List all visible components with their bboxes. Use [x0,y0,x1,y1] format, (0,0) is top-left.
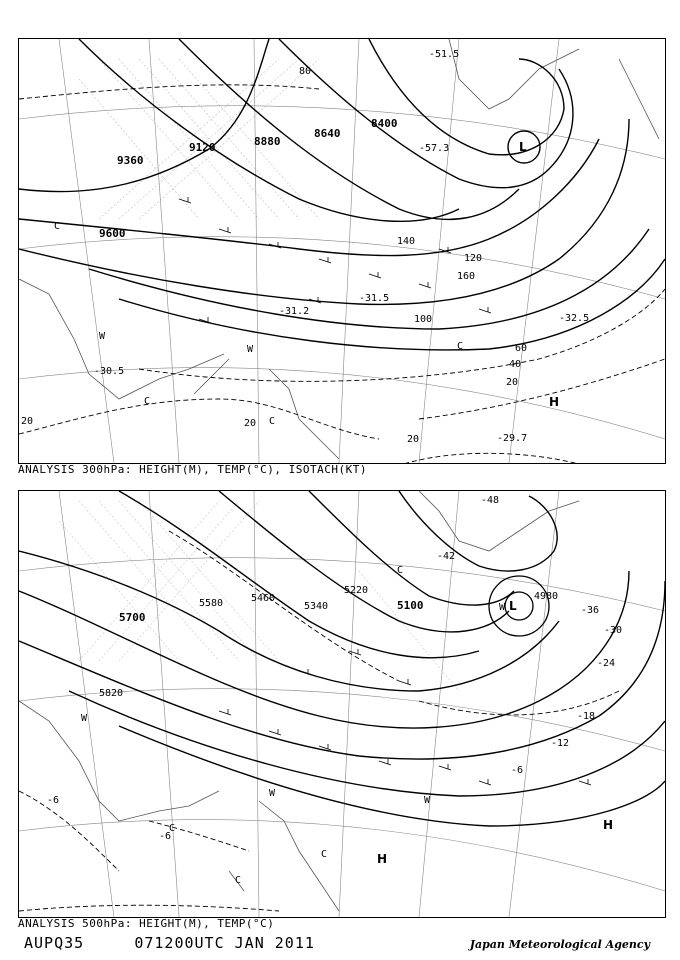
height-label-5580: 5580 [199,598,224,609]
warm-center-300b: W [247,344,254,355]
height-contours-500 [19,491,665,826]
caption-300hpa: ANALYSIS 300hPa: HEIGHT(M), TEMP(°C), ISOTACH(KT) [18,463,368,476]
chart-code [24,934,315,952]
height-label-5460: 5460 [251,593,276,604]
cold-center-300c: C [457,341,464,352]
warm-center-500d: W [424,795,431,806]
isotach-label-120: 120 [464,253,483,264]
isotach-label-80: 80 [299,66,312,77]
temp-label-2: -30.5 [94,366,125,377]
agency-name: Japan Meteorological Agency [469,938,650,951]
temp-label-7: -57.3 [419,143,450,154]
cold-center-300d: C [269,416,276,427]
height-label-5700: 5700 [119,611,146,624]
temp-contours-500 [19,531,619,911]
graticule-500 [19,491,665,917]
caption-500hpa: ANALYSIS 500hPa: HEIGHT(M), TEMP(°C) [18,917,275,930]
warm-center-500: W [499,602,506,613]
temp-label-m30: -30 [604,625,623,636]
temp-label-1: -29.7 [497,433,528,444]
temp-label-m18: -18 [577,711,596,722]
cold-center-500d: C [397,565,404,576]
low-center-300: L [519,140,527,154]
temp-label-3: -31.2 [279,306,310,317]
temp-label-m6: -6 [47,795,60,806]
isotach-label-20: 20 [21,416,34,427]
height-label-9600: 9600 [99,227,126,240]
warm-center-500c: W [269,788,276,799]
map-300hpa [18,38,666,464]
temp-label-m12: -12 [551,738,570,749]
cold-center-300b: C [144,396,151,407]
map-300hpa-canvas [19,39,665,463]
warm-center-300: W [99,331,106,342]
isotach-label-160: 160 [457,271,476,282]
map-500hpa [18,490,666,918]
high-center-300: H [549,395,560,409]
cold-center-500: C [169,823,176,834]
height-label-5820: 5820 [99,688,124,699]
isotach-label-140: 140 [397,236,416,247]
temp-label-6: -51.5 [429,49,460,60]
cold-center-500b: C [321,849,328,860]
map-500hpa-canvas [19,491,665,917]
height-label-5100: 5100 [397,599,424,612]
isotach-label-20c: 20 [407,434,420,445]
height-label-9360: 9360 [117,154,144,167]
height-label-8880: 8880 [254,135,281,148]
low-center-500: L [509,599,517,613]
temp-label-m36: -36 [581,605,600,616]
chart-time: 071200UTC JAN 2011 [134,934,315,952]
cold-center-500c: C [235,875,242,886]
high-center-500: H [603,818,614,832]
temp-label-4: -31.5 [359,293,390,304]
height-label-9120: 9120 [189,141,216,154]
height-label-5340: 5340 [304,601,329,612]
isotach-label-20d: 20 [506,377,519,388]
temp-label-m6c: -6 [511,765,524,776]
height-label-5220: 5220 [344,585,369,596]
isotach-label-40: 40 [509,359,522,370]
low-rings-500 [489,576,549,636]
temp-label-5: -32.5 [559,313,590,324]
warm-center-500b: W [81,713,88,724]
chart-id: AUPQ35 [24,934,85,952]
temp-label-m6b: -6 [159,831,172,842]
temp-label-m42: -42 [437,551,456,562]
isotach-label-100: 100 [414,314,433,325]
height-label-8400: 8400 [371,117,398,130]
temp-label-m24: -24 [597,658,616,669]
cold-center-300: C [54,221,61,232]
wind-barbs-500 [219,649,591,785]
high-center-500b: H [377,852,388,866]
isotach-label-60: 60 [515,343,528,354]
height-label-4980: 4980 [534,591,559,602]
isotach-label-20b: 20 [244,418,257,429]
height-contours-300 [19,39,665,350]
height-label-8640: 8640 [314,127,341,140]
temp-label-m48: -48 [481,495,500,506]
